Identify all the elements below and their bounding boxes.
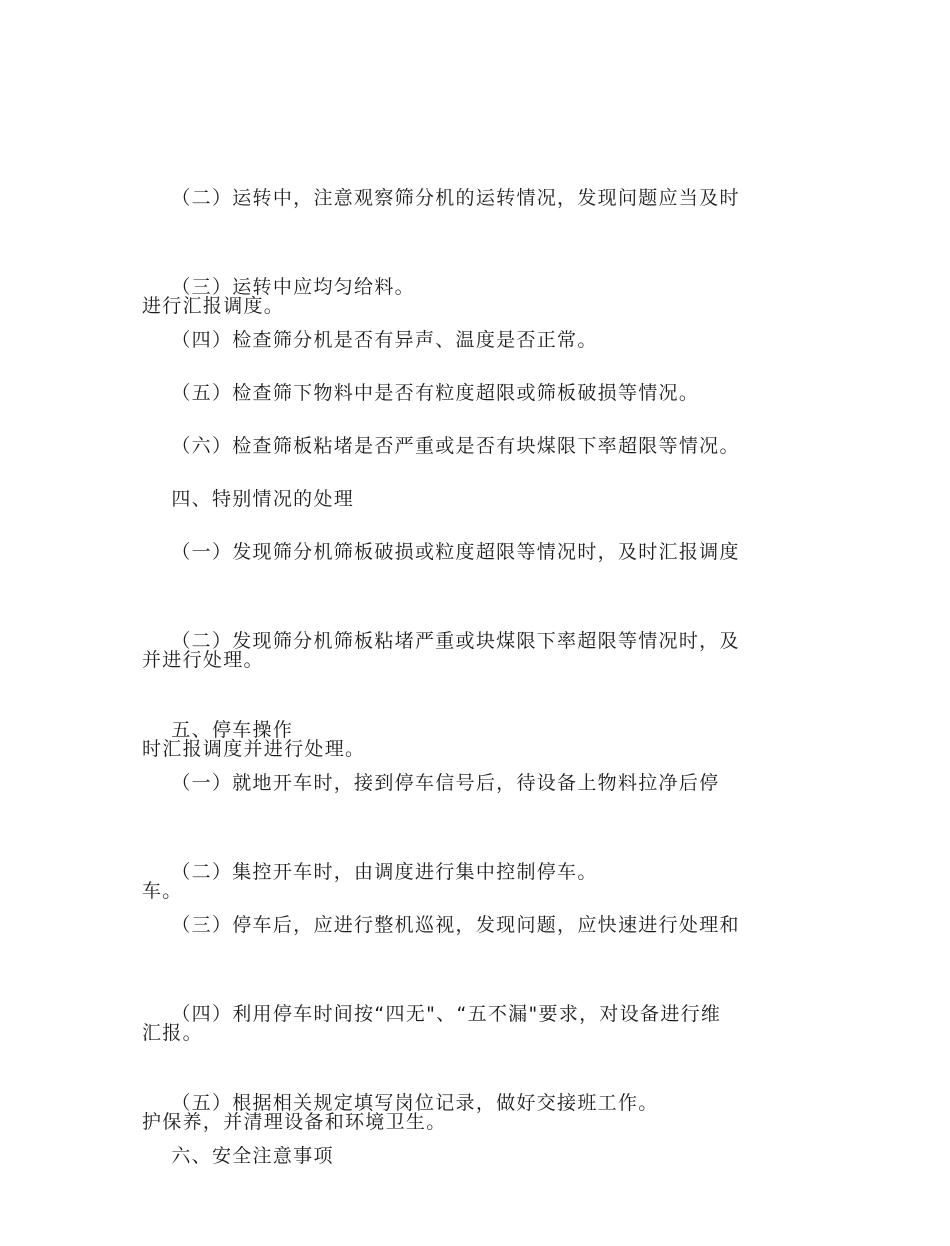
text-line: （三）运转中应均匀给料。 <box>142 276 415 298</box>
text-line: （五）检查筛下物料中是否有粒度超限或筛板破损等情况。 <box>142 382 700 404</box>
text-line: （二）运转中，注意观察筛分机的运转情况，发现问题应当及时 <box>142 187 740 209</box>
section-heading <box>142 1066 802 1246</box>
text-line: （四）检查筛分机是否有异声、温度是否正常。 <box>142 329 598 351</box>
text-line: 汇报。 <box>142 1022 203 1044</box>
text-line: 五、停车操作 <box>142 719 294 741</box>
text-line: （二）发现筛分机筛板粘堵严重或块煤限下率超限等情况时，及 <box>142 630 740 652</box>
text-line: （一）就地开车时，接到停车信号后，待设备上物料拉净后停 <box>142 772 720 794</box>
text-line: （二）集控开车时，由调度进行集中控制停车。 <box>142 861 598 883</box>
text-line: （六）检查筛板粘堵是否严重或是否有块煤限下率超限等情况。 <box>142 435 740 457</box>
text-line: 车。 <box>142 880 183 902</box>
text-line: 护保养，并清理设备和环境卫生。 <box>142 1111 447 1133</box>
text-line: 时汇报调度并进行处理。 <box>142 738 366 760</box>
text-line: （五）根据相关规定填写岗位记录，做好交接班工作。 <box>142 1092 659 1114</box>
text-line: （一）发现筛分机筛板破损或粒度超限等情况时，及时汇报调度 <box>142 541 740 563</box>
text-line: 六、安全注意事项 <box>142 1145 334 1167</box>
text-line: 进行汇报调度。 <box>142 295 285 317</box>
text-line: 并进行处理。 <box>142 649 264 671</box>
text-line: 四、特别情况的处理 <box>142 488 355 510</box>
text-line: （三）停车后，应进行整机巡视，发现问题，应快速进行处理和 <box>142 914 740 936</box>
text-line: （四）利用停车时间按“四无"、“五不漏"要求，对设备进行维 <box>142 1003 722 1025</box>
